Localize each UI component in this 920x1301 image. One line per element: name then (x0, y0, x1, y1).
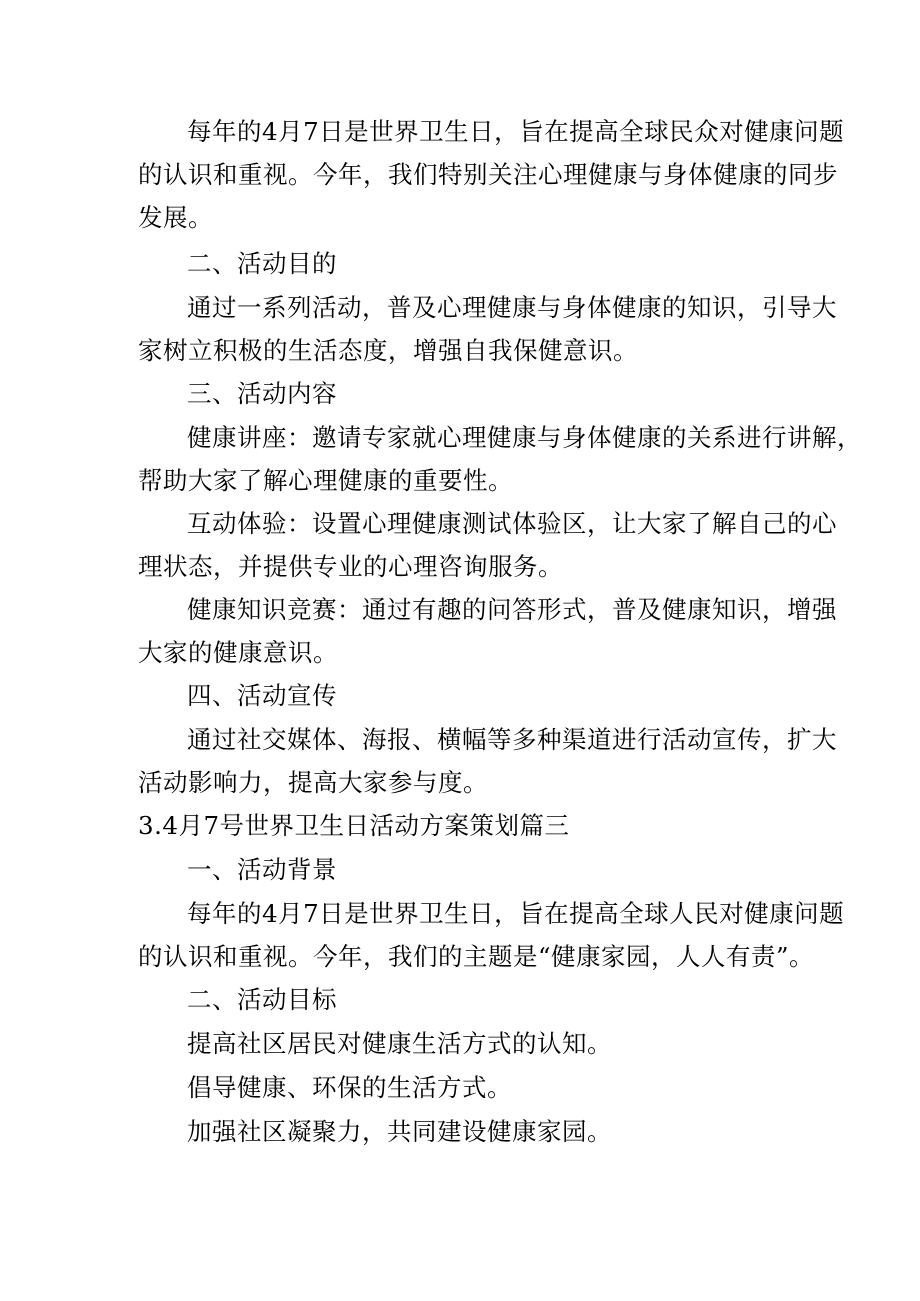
paragraph-line: 提高社区居民对健康生活方式的认知。 (187, 1029, 612, 1058)
goal-item-community (138, 1110, 790, 1153)
paragraph-lecture (138, 416, 862, 502)
paragraph-line: 互动体验：设置心理健康测试体验区，让大家了解自己的心 (187, 509, 837, 538)
paragraph-line: 倡导健康、环保的生活方式。 (187, 1073, 512, 1102)
heading-line: 二、活动目的 (187, 249, 337, 278)
paragraph-line: 通过社交媒体、海报、横幅等多种渠道进行活动宣传，扩大 (187, 725, 837, 754)
paragraph-line: 每年的4月7日是世界卫生日，旨在提高全球人民对健康问题 (187, 899, 845, 928)
heading-line: 三、活动内容 (187, 379, 337, 408)
heading-line: 一、活动背景 (187, 855, 337, 884)
paragraph-line: 活动影响力，提高大家参与度。 (138, 768, 488, 797)
paragraph-line: 健康知识竞赛：通过有趣的问答形式，普及健康知识，增强 (187, 595, 837, 624)
paragraph-line: 的认识和重视。今年，我们的主题是“健康家园，人人有责”。 (138, 942, 815, 971)
paragraph-line: 加强社区凝聚力，共同建设健康家园。 (187, 1117, 612, 1146)
paragraph-purpose (138, 286, 837, 372)
section-heading-promotion (138, 674, 790, 717)
goal-item-lifestyle (138, 1066, 790, 1109)
paragraph-line: 理状态，并提供专业的心理咨询服务。 (138, 552, 563, 581)
paragraph-line: 家树立积极的生活态度，增强自我保健意识。 (138, 336, 638, 365)
section-heading-content (138, 372, 790, 415)
paragraph-line: 每年的4月7日是世界卫生日，旨在提高全球民众对健康问题 (187, 117, 845, 146)
paragraph-line: 健康讲座：邀请专家就心理健康与身体健康的关系进行讲解， (187, 423, 862, 452)
section-heading-background (138, 848, 790, 891)
paragraph-line: 帮助大家了解心理健康的重要性。 (138, 466, 513, 495)
section-heading-goals (138, 978, 790, 1021)
goal-item-awareness (138, 1022, 790, 1065)
paragraph-quiz (138, 588, 837, 674)
paragraph-line: 的认识和重视。今年，我们特别关注心理健康与身体健康的同步 (138, 160, 838, 189)
section-heading-purpose (138, 242, 790, 285)
heading-line: 四、活动宣传 (187, 681, 337, 710)
paragraph-line: 大家的健康意识。 (138, 638, 338, 667)
paragraph-background-2 (138, 892, 845, 978)
paragraph-interactive (138, 502, 837, 588)
paragraph-promotion (138, 718, 837, 804)
section-title-line: 3.4月7号世界卫生日活动方案策划篇三 (138, 811, 570, 840)
heading-line: 二、活动目标 (187, 985, 337, 1014)
paragraph-background-1 (138, 110, 845, 239)
paragraph-line: 发展。 (138, 203, 213, 232)
section-title-part-three (138, 804, 790, 847)
paragraph-line: 通过一系列活动，普及心理健康与身体健康的知识，引导大 (187, 293, 837, 322)
